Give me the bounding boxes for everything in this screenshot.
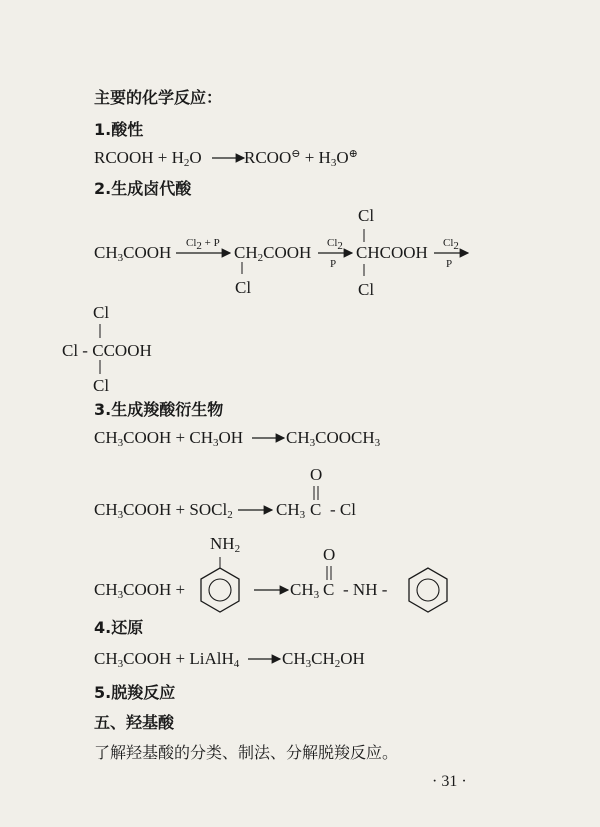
aniline-nh2: $NH_2$: [210, 534, 241, 555]
reduction-left: $CH_3COOH$ + LiAlH$_4$: [94, 649, 240, 670]
dichloro-cl-bottom: Cl: [358, 280, 375, 299]
summary-text: 了解羟基酸的分类、制法、分解脱羧反应。: [94, 743, 399, 762]
amide-carbon: C: [323, 580, 335, 599]
chloroacetic-acid: $CH_2COOH$: [234, 243, 312, 264]
trichloro-cl-bottom: Cl: [93, 376, 110, 395]
page-number: · 31 ·: [432, 773, 467, 790]
acyl-cl: - Cl: [330, 500, 356, 519]
section-decarboxylation: 5.脱羧反应: [94, 683, 176, 702]
trichloroacetic-acid: Cl - CCOOH: [62, 341, 152, 360]
section-derivatives: 3.生成羧酸衍生物: [94, 400, 224, 419]
section-halo-acid: 2.生成卤代酸: [94, 179, 192, 198]
amide-nh: - NH -: [343, 580, 388, 599]
section-reduction: 4.还原: [94, 618, 144, 637]
dichloroacetic-acid: CHCOOH: [356, 243, 428, 262]
acyl-chloride-left: $CH_3COOH$ + SOCl$_2$: [94, 500, 233, 521]
chloroacetic-cl: Cl: [235, 278, 252, 297]
acyl-oxygen: O: [310, 465, 323, 484]
intro-heading: 主要的化学反应：: [94, 88, 223, 107]
halo-arrow-3-top: $Cl_2$: [443, 237, 459, 252]
reduction-right: $CH_3CH_2OH$: [282, 649, 365, 670]
dichloro-cl-top: Cl: [358, 206, 375, 225]
phenyl-ring-circle: [417, 579, 439, 601]
halo-arrow-3-bottom: P: [446, 258, 453, 270]
acyl-carbon: C: [310, 500, 322, 519]
phenyl-ring: [409, 568, 447, 612]
amide-oxygen: O: [323, 545, 336, 564]
section-hydroxy-acid: 五、羟基酸: [94, 713, 175, 732]
acetic-acid: $CH_3COOH$: [94, 243, 172, 264]
reaction-acidity-left: RCOOH + $H_2O$: [94, 148, 202, 169]
esterification-right: $CH_3COOCH_3$: [286, 428, 381, 449]
esterification-left: $CH_3COOH + CH_3OH$: [94, 428, 244, 449]
trichloro-cl-top: Cl: [93, 303, 110, 322]
aniline-ring-circle: [209, 579, 231, 601]
acyl-chloride-right: $CH_3$: [276, 500, 306, 521]
amide-right: $CH_3$: [290, 580, 320, 601]
amide-left: $CH_3COOH$ +: [94, 580, 186, 601]
aniline-ring: [201, 568, 239, 612]
halo-arrow-1-label: $Cl_2 + P$: [186, 237, 220, 252]
section-acidity: 1.酸性: [94, 120, 144, 139]
reaction-acidity-right: RCOO⊖ + $H_3O^\oplus$: [244, 148, 358, 169]
halo-arrow-2-bottom: P: [330, 258, 337, 270]
halo-arrow-2-top: $Cl_2$: [327, 237, 343, 252]
